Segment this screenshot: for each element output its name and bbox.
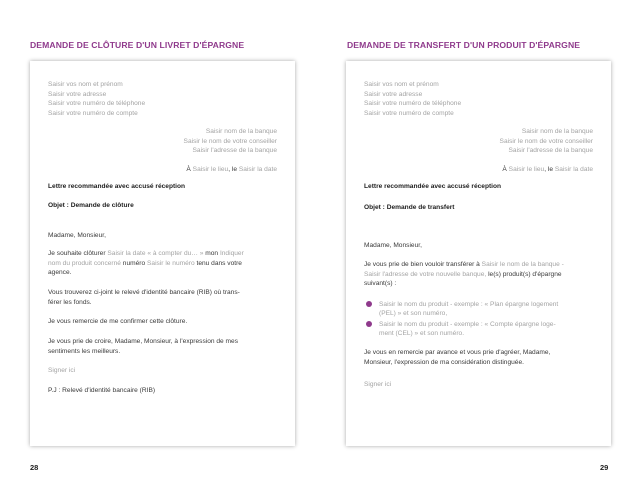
- page-number-left: 28: [30, 463, 39, 472]
- sender-phone-field[interactable]: Saisir votre numéro de téléphone: [48, 100, 146, 107]
- closing-date-field[interactable]: Saisir la date « à compter du… »: [107, 250, 204, 257]
- registered-mail-notice: Lettre recommandée avec accusé réception: [48, 183, 186, 190]
- page-title-right: DEMANDE DE TRANSFERT D'UN PRODUIT D'ÉPARGNE: [347, 40, 581, 50]
- bank-name-field[interactable]: Saisir nom de la banque: [205, 128, 277, 135]
- sender-name-field[interactable]: Saisir vos nom et prénom: [364, 81, 439, 88]
- body-text: Je souhaite clôturer: [48, 250, 106, 257]
- closing-line-2: Monsieur, l'expression de ma considération distinguée.: [364, 358, 524, 366]
- letter-subject: Objet : Demande de clôture: [48, 202, 134, 209]
- closing-line-1: Je vous en remercie par avance et vous prie d'agréer, Madame,: [364, 349, 551, 356]
- date-field[interactable]: Saisir la date: [554, 166, 593, 173]
- sender-phone-field[interactable]: Saisir votre numéro de téléphone: [364, 100, 462, 107]
- body-line-2: [48, 259, 242, 269]
- product-2-field-cont[interactable]: ment (CEL) » et son numéro.: [379, 330, 465, 337]
- body-text: numéro: [122, 259, 146, 267]
- date-separator: , le: [228, 166, 238, 173]
- place-prefix: À: [502, 166, 507, 173]
- advisor-name-field[interactable]: Saisir le nom de votre conseiller: [183, 137, 277, 145]
- product-1-field-cont[interactable]: (PEL) » et son numéro,: [379, 310, 448, 317]
- bank-address-field[interactable]: Saisir l'adresse de la banque: [508, 147, 593, 154]
- new-bank-address-field[interactable]: Saisir l'adresse de votre nouvelle banque,: [364, 270, 487, 278]
- page-title-left: DEMANDE DE CLÔTURE D'UN LIVRET D'ÉPARGNE: [30, 40, 245, 50]
- advisor-name-field[interactable]: Saisir le nom de votre conseiller: [499, 137, 593, 145]
- body-line-1: [364, 260, 564, 270]
- salutation: Madame, Monsieur,: [48, 232, 106, 239]
- bullet-dot: [366, 301, 372, 307]
- product-1-field[interactable]: Saisir le nom du produit - exemple : « Plan épargne logement: [379, 300, 559, 308]
- letter-subject: Objet : Demande de transfert: [364, 204, 455, 211]
- bank-address-field[interactable]: Saisir l'adresse de la banque: [192, 147, 277, 154]
- date-separator: , le: [544, 166, 554, 173]
- bullet-dot: [366, 321, 372, 327]
- sender-account-field[interactable]: Saisir votre numéro de compte: [48, 109, 138, 117]
- letter-sheet-transfer: [346, 61, 611, 446]
- place-field[interactable]: Saisir le lieu: [508, 166, 545, 173]
- sender-address-field[interactable]: Saisir votre adresse: [48, 90, 107, 98]
- body-line-1: [48, 249, 244, 259]
- sender-account-field[interactable]: Saisir votre numéro de compte: [364, 109, 454, 117]
- product-name-field-cont[interactable]: nom du produit concerné: [48, 259, 121, 267]
- letter-sheet-closure: [30, 61, 295, 446]
- body-line-3: agence.: [48, 269, 72, 276]
- rib-line-2: férer les fonds.: [48, 298, 92, 306]
- place-prefix: À: [186, 166, 191, 173]
- body-line-2: [364, 270, 562, 280]
- place-date-line: [186, 165, 277, 175]
- salutation: Madame, Monsieur,: [364, 242, 422, 249]
- body-text: Je vous prie de bien vouloir transférer à: [364, 261, 480, 268]
- product-number-field[interactable]: Saisir le numéro: [147, 259, 195, 267]
- body-text: tenu dans votre: [196, 259, 242, 267]
- place-date-line: [502, 165, 593, 175]
- body-text: le(s) produit(s) d'épargne: [488, 270, 562, 278]
- bank-name-field[interactable]: Saisir nom de la banque: [521, 128, 593, 135]
- registered-mail-notice: Lettre recommandée avec accusé réception: [364, 183, 502, 190]
- signature-field[interactable]: Signer ici: [48, 367, 76, 374]
- closing-line-2: sentiments les meilleurs.: [48, 347, 121, 355]
- closing-line-1: Je vous prie de croire, Madame, Monsieur, à l'expression de mes: [48, 338, 239, 345]
- body-text: mon: [205, 250, 219, 257]
- new-bank-name-field[interactable]: Saisir le nom de la banque -: [481, 261, 564, 268]
- attachment-line: P.J : Relevé d'identité bancaire (RIB): [48, 387, 156, 394]
- product-2-field[interactable]: Saisir le nom du produit - exemple : « Compte épargne loge-: [379, 320, 556, 328]
- sender-address-field[interactable]: Saisir votre adresse: [364, 90, 423, 98]
- rib-line-1: Vous trouverez ci-joint le relevé d'identité bancaire (RIB) où trans-: [48, 289, 240, 296]
- product-name-field[interactable]: Indiquer: [219, 250, 244, 257]
- date-field[interactable]: Saisir la date: [238, 166, 277, 173]
- page-number-right: 29: [600, 463, 609, 472]
- sender-name-field[interactable]: Saisir vos nom et prénom: [48, 81, 123, 88]
- signature-field[interactable]: Signer ici: [364, 381, 392, 388]
- body-line-3: suivant(s) :: [364, 280, 397, 287]
- place-field[interactable]: Saisir le lieu: [192, 166, 229, 173]
- confirmation-line: Je vous remercie de me confirmer cette clôture.: [48, 318, 188, 325]
